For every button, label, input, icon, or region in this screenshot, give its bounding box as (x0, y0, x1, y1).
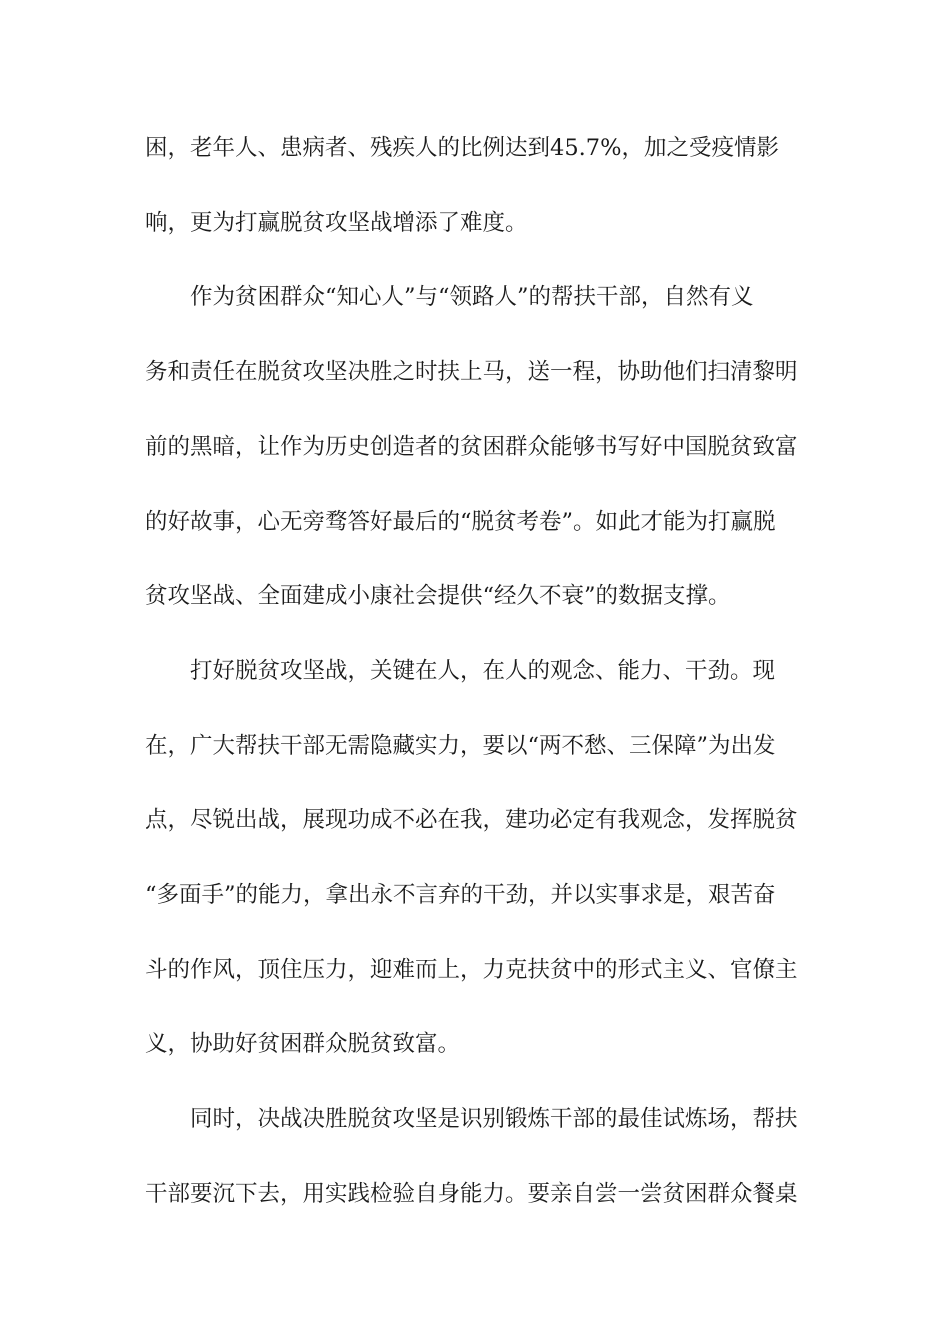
text-line-9: 在，广大帮扶干部无需隐藏实力，要以“两不愁、三保障”为出发 (145, 733, 776, 759)
text-line-6: 的好故事，心无旁骛答好最后的“脱贫考卷”。如此才能为打赢脱 (145, 509, 776, 535)
text-line-11: “多面手”的能力，拿出永不言弃的干劲，并以实事求是，艰苦奋 (145, 882, 776, 908)
text-line-12: 斗的作风，顶住压力，迎难而上，力克扶贫中的形式主义、官僚主 (145, 957, 798, 983)
text-line-5: 前的黑暗，让作为历史创造者的贫困群众能够书写好中国脱贫致富 (145, 434, 798, 460)
text-line-13: 义，协助好贫困群众脱贫致富。 (145, 1031, 461, 1057)
text-line-15: 干部要沉下去，用实践检验自身能力。要亲自尝一尝贫困群众餐桌 (145, 1181, 798, 1207)
text-line-2: 响，更为打赢脱贫攻坚战增添了难度。 (145, 210, 528, 236)
text-line-7: 贫攻坚战、全面建成小康社会提供“经久不衰”的数据支撑。 (145, 583, 731, 609)
text-line-10: 点，尽锐出战，展现功成不必在我，建功必定有我观念，发挥脱贫 (145, 807, 798, 833)
text-line-1: 困，老年人、患病者、残疾人的比例达到45.7%，加之受疫情影 (145, 135, 779, 161)
text-line-4: 务和责任在脱贫攻坚决胜之时扶上马，送一程，协助他们扫清黎明 (145, 359, 798, 385)
text-line-8: 打好脱贫攻坚战，关键在人，在人的观念、能力、干劲。现 (190, 658, 776, 684)
text-line-3: 作为贫困群众“知心人”与“领路人”的帮扶干部，自然有义 (190, 284, 754, 310)
text-line-14: 同时，决战决胜脱贫攻坚是识别锻炼干部的最佳试炼场，帮扶 (190, 1106, 798, 1132)
